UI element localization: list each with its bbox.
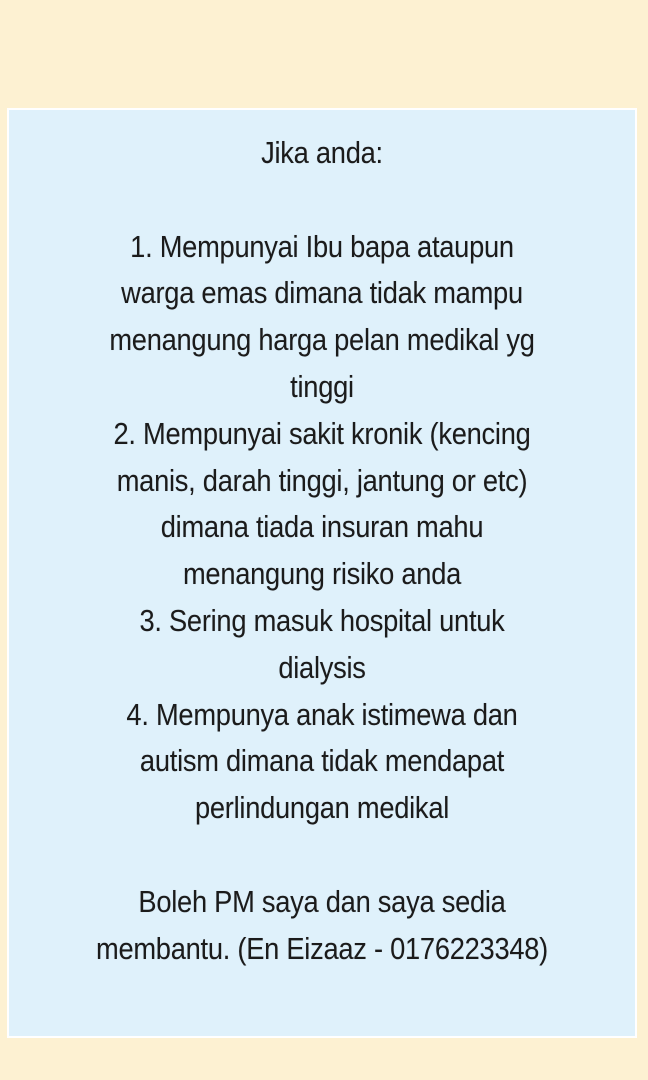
item-1-line-3: menangung harga pelan medikal yg (109, 322, 535, 358)
item-4-line-3: perlindungan medikal (194, 790, 450, 826)
message-card (7, 108, 637, 1038)
item-1-line-1: 1. Mempunyai Ibu bapa ataupun (130, 228, 514, 264)
item-3-line-1: 3. Sering masuk hospital untuk (139, 602, 505, 638)
item-2-line-3: dimana tiada insuran mahu (160, 509, 484, 545)
item-2-line-4: menangung risiko anda (182, 556, 462, 592)
item-4-line-2: autism dimana tidak mendapat (139, 743, 505, 779)
item-4-line-1: 4. Mempunya anak istimewa dan (126, 696, 518, 732)
item-3-line-2: dialysis (278, 649, 366, 685)
item-1-line-4: tinggi (290, 368, 354, 404)
spacer (9, 177, 635, 224)
intro-line: Jika anda: (261, 135, 383, 170)
item-2-line-1: 2. Mempunyai sakit kronik (kencing (113, 415, 531, 451)
spacer (9, 832, 635, 879)
closing-line-2: membantu. (En Eizaaz - 0176223348) (95, 930, 549, 966)
item-2-line-2: manis, darah tinggi, jantung or etc) (116, 462, 528, 498)
closing-line-1: Boleh PM saya dan saya sedia (138, 883, 506, 919)
item-1-line-2: warga emas dimana tidak mampu (121, 275, 523, 311)
message-text (9, 130, 635, 972)
